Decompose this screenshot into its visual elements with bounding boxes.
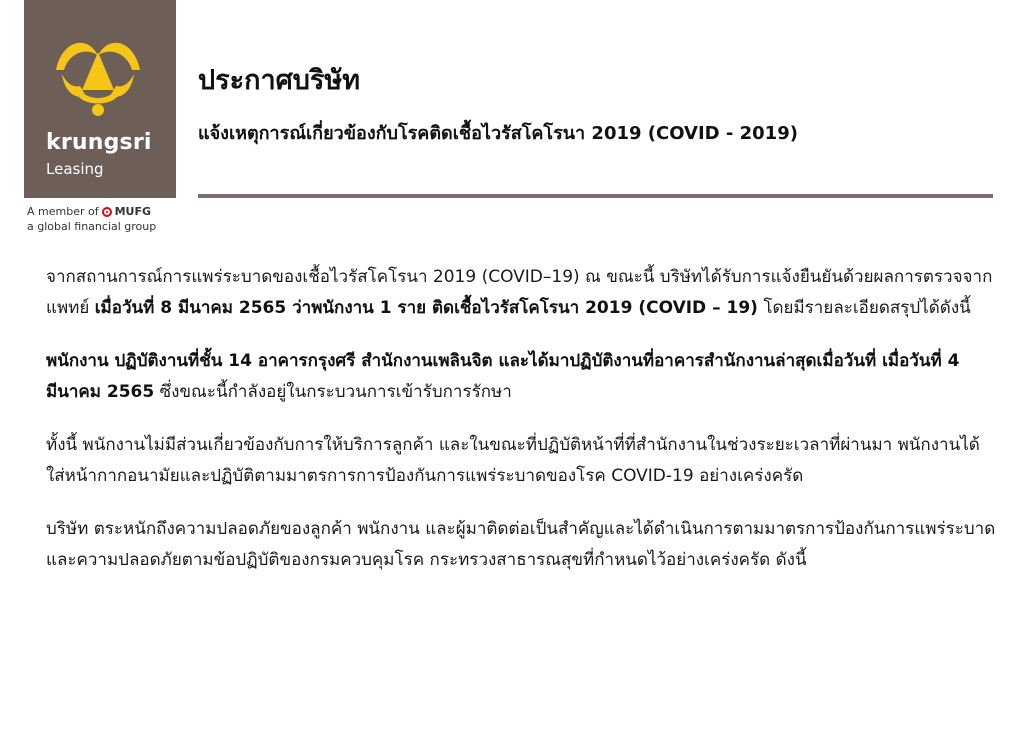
krungsri-logo	[24, 0, 176, 198]
tagline: a global financial group	[27, 220, 157, 233]
brand-subtitle: Leasing	[46, 160, 104, 178]
paragraph-2	[46, 346, 996, 408]
member-line	[27, 205, 151, 218]
mufg-logo-icon	[102, 207, 112, 217]
paragraph-1-highlight: เมื่อวันที่ 8 มีนาคม 2565 ว่าพนักงาน 1 ราย ติดเชื้อไวรัสโคโรนา 2019 (COVID – 19)	[94, 298, 758, 318]
paragraph-3: ทั้งนี้ พนักงานไม่มีส่วนเกี่ยวข้องกับการให้บริการลูกค้า และในขณะที่ปฏิบัติหน้าที่ที่สำนักงานในช่วงระยะเวลาที่ผ่านมา พนักงานได้ใส่หน้ากากอนามัยและปฏิบัติตามมาตรการการป้องกันการแพร่ระบาดของโรค COVID-19 อย่างเคร่งครัด	[46, 435, 980, 486]
paragraph-1-intro: จากสถานการณ์การแพร่ระบาดของเชื้อไวรัสโคโรนา 2019 (COVID–19) ณ ขณะนี้ บริษัทได้รับการแจ้งยืนยันด้วยผลการตรวจจากแพทย์	[46, 267, 993, 318]
paragraph-2-highlight: พนักงาน ปฏิบัติงานที่ชั้น 14 อาคารกรุงศรี สำนักงานเพลินจิต และได้มาปฏิบัติงานที่อาคารสำนักงานล่าสุดเมื่อวันที่ เมื่อวันที่ 4 มีนาคม 2565	[46, 351, 960, 402]
krungsri-mark-icon	[52, 30, 144, 122]
paragraph-1-outro: โดยมีรายละเอียดสรุปได้ดังนี้	[757, 298, 971, 318]
page-title: ประกาศบริษัท	[198, 65, 361, 96]
mufg-name: MUFG	[114, 205, 152, 218]
paragraph-4: บริษัท ตระหนักถึงความปลอดภัยของลูกค้า พนักงาน และผู้มาติดต่อเป็นสำคัญและได้ดำเนินการตามมาตรการป้องกันการแพร่ระบาดและความปลอดภัยตามข้อปฏิบัติของกรมควบคุมโรค กระทรวงสาธารณสุขที่กำหนดไว้อย่างเคร่งครัด ดังนี้	[46, 519, 996, 570]
announcement-body	[46, 262, 996, 598]
paragraph-2-outro: ซึ่งขณะนี้กำลังอยู่ในกระบวนการเข้ารับการรักษา	[154, 382, 512, 402]
member-prefix: A member of	[27, 205, 99, 218]
brand-name: krungsri	[46, 130, 152, 155]
paragraph-1	[46, 262, 996, 324]
page-subtitle: แจ้งเหตุการณ์เกี่ยวข้องกับโรคติดเชื้อไวรัสโคโรนา 2019 (COVID - 2019)	[198, 123, 798, 144]
header-divider	[198, 194, 993, 198]
